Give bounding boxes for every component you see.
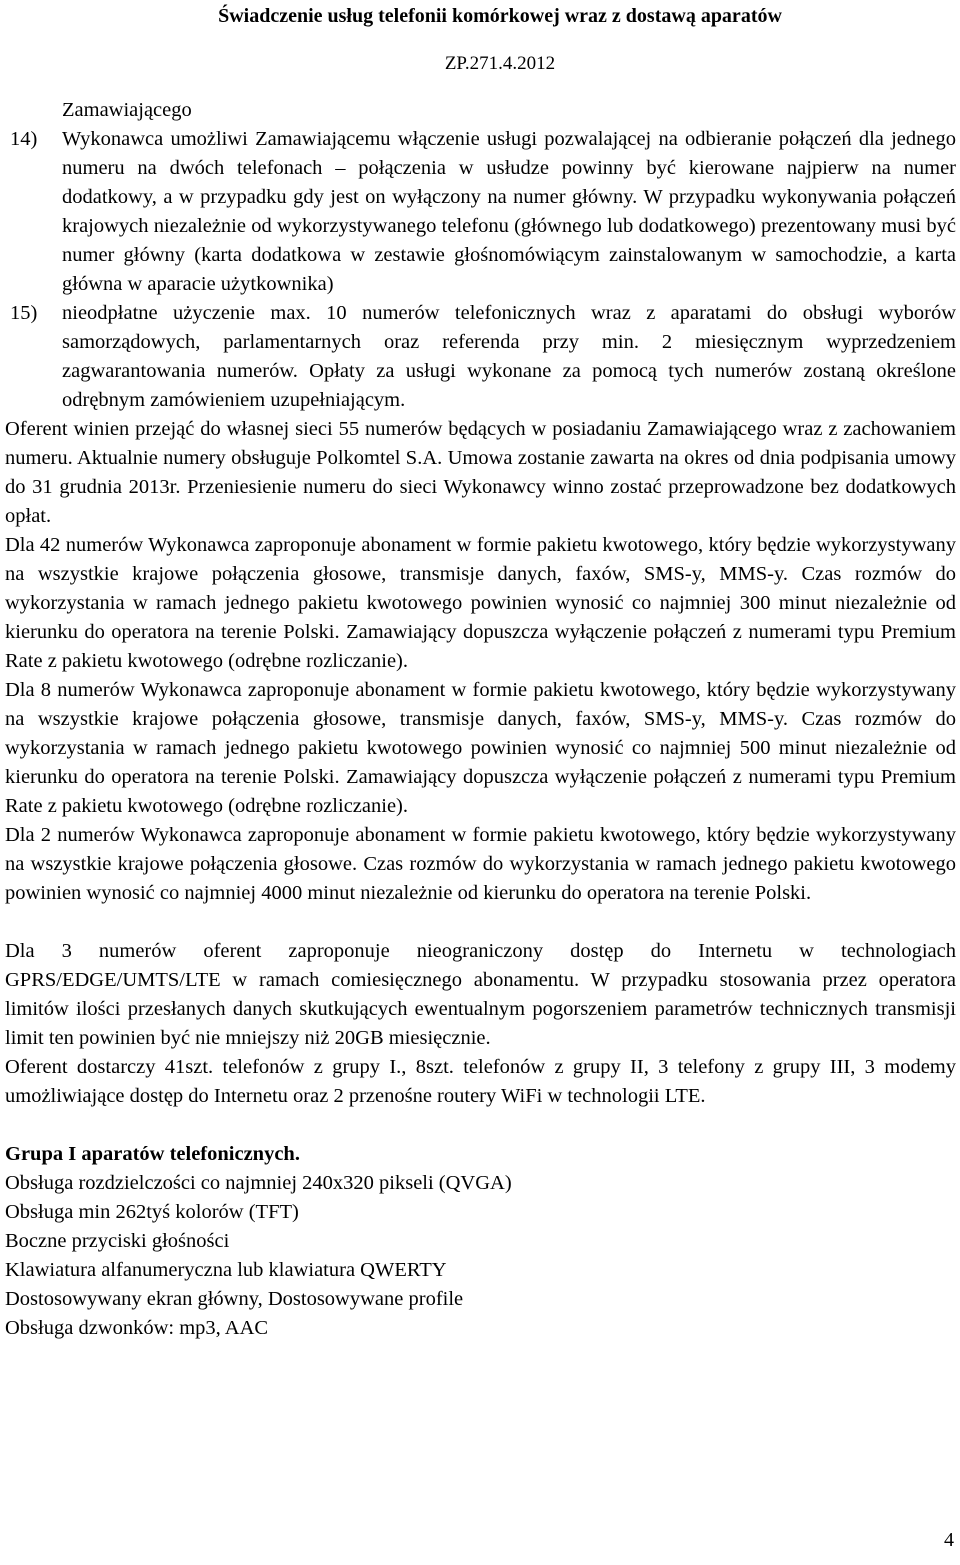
list-item-text: Wykonawca umożliwi Zamawiającemu włączenie usługi pozwalającej na odbieranie połączeń dla jednego numeru na dwóch telefonach – połączenia w usłudze powinny być kierowane najpierw na numer dodatkowy, a w przypadku gdy jest on wyłączony na numer główny. W przypadku wykonywania połączeń krajowych niezależnie od wykorzystywanego telefonu (głównego lub dodatkowego) prezentowany musi być numer główny (karta dodatkowa w zestawie głośnomówiącym zainstalowanym w samochodzie, a karta główna w aparacie użytkownika)	[62, 128, 956, 295]
spacer	[5, 1111, 956, 1140]
paragraph-number-porting: Oferent winien przejąć do własnej sieci 55 numerów będących w posiadaniu Zamawiającego wraz z zachowaniem numeru. Aktualnie numery obsługuje Polkomtel S.A. Umowa zostanie zawarta na okres od dnia podpisania umowy do 31 grudnia 2013r. Przeniesienie numeru do sieci Wykonawcy winno zostać przeprowadzone bez dodatkowych opłat.	[5, 418, 956, 527]
document-title: Świadczenie usług telefonii komórkowej wraz z dostawą aparatów	[218, 5, 782, 27]
page-header	[0, 4, 960, 76]
list-item-14	[5, 125, 956, 299]
spec-item: Dostosowywany ekran główny, Dostosowywane profile	[5, 1288, 464, 1310]
document-reference-code: ZP.271.4.2012	[444, 53, 556, 74]
spec-list	[5, 1169, 956, 1343]
paragraph-8-numbers: Dla 8 numerów Wykonawca zaproponuje abonament w formie pakietu kwotowego, który będzie wykorzystywany na wszystkie krajowe połączenia głosowe, transmisje danych, faxów, SMS-y, MMS-y. Czas rozmów do wykorzystania w ramach jednego pakietu kwotowego powinien wynosić co najmniej 500 minut niezależnie od kierunku do operatora na terenie Polski. Zamawiający dopuszcza wyłączenie połączeń z numerami typu Premium Rate z pakietu kwotowego (odrębne rozliczanie).	[5, 679, 956, 817]
page-number: 4	[944, 1529, 954, 1551]
spec-item: Boczne przyciski głośności	[5, 1230, 230, 1252]
list-item-text: nieodpłatne użyczenie max. 10 numerów telefonicznych wraz z aparatami do obsługi wyborów samorządowych, parlamentarnych oraz referenda przy min. 2 miesięcznym wyprzedzeniem zagwarantowania numerów. Opłaty za usługi wykonane za pomocą tych numerów zostaną określone odrębnym zamówieniem uzupełniającym.	[62, 302, 956, 411]
paragraph-2-numbers: Dla 2 numerów Wykonawca zaproponuje abonament w formie pakietu kwotowego, który będzie wykorzystywany na wszystkie krajowe połączenia głosowe. Czas rozmów do wykorzystania w ramach jednego pakietu kwotowego powinien wynosić co najmniej 4000 minut niezależnie od kierunku do operatora na terenie Polski.	[5, 824, 956, 904]
list-item-number: 15)	[10, 302, 38, 324]
spec-item: Obsługa dzwonków: mp3, AAC	[5, 1317, 269, 1339]
document-body	[5, 96, 956, 1343]
continued-text: Zamawiającego	[62, 99, 192, 121]
paragraph-42-numbers: Dla 42 numerów Wykonawca zaproponuje abonament w formie pakietu kwotowego, który będzie wykorzystywany na wszystkie krajowe połączenia głosowe, transmisje danych, faxów, SMS-y, MMS-y. Czas rozmów do wykorzystania w ramach jednego pakietu kwotowego powinien wynosić co najmniej 300 minut niezależnie od kierunku do operatora na terenie Polski. Zamawiający dopuszcza wyłączenie połączeń z numerami typu Premium Rate z pakietu kwotowego (odrębne rozliczanie).	[5, 534, 956, 672]
spec-item: Obsługa rozdzielczości co najmniej 240x320 pikseli (QVGA)	[5, 1172, 512, 1194]
spec-item: Klawiatura alfanumeryczna lub klawiatura QWERTY	[5, 1259, 447, 1281]
spacer	[5, 908, 956, 937]
list-item-15	[5, 299, 956, 415]
paragraph-internet-access: Dla 3 numerów oferent zaproponuje nieograniczony dostęp do Internetu w technologiach GPRS/EDGE/UMTS/LTE w ramach comiesięcznego abonamentu. W przypadku stosowania przez operatora limitów ilości przesłanych danych skutkujących ewentualnym pogorszeniem parametrów technicznych transmisji limit ten powinien być nie mniejszy niż 20GB miesięcznie.	[5, 940, 956, 1049]
spec-item: Obsługa min 262tyś kolorów (TFT)	[5, 1201, 299, 1223]
list-item-number: 14)	[10, 128, 38, 150]
section-heading: Grupa I aparatów telefonicznych.	[5, 1143, 300, 1165]
paragraph-device-delivery: Oferent dostarczy 41szt. telefonów z grupy I., 8szt. telefonów z grupy II, 3 telefony z grupy III, 3 modemy umożliwiające dostęp do Internetu oraz 2 przenośne routery WiFi w technologii LTE.	[5, 1056, 956, 1107]
